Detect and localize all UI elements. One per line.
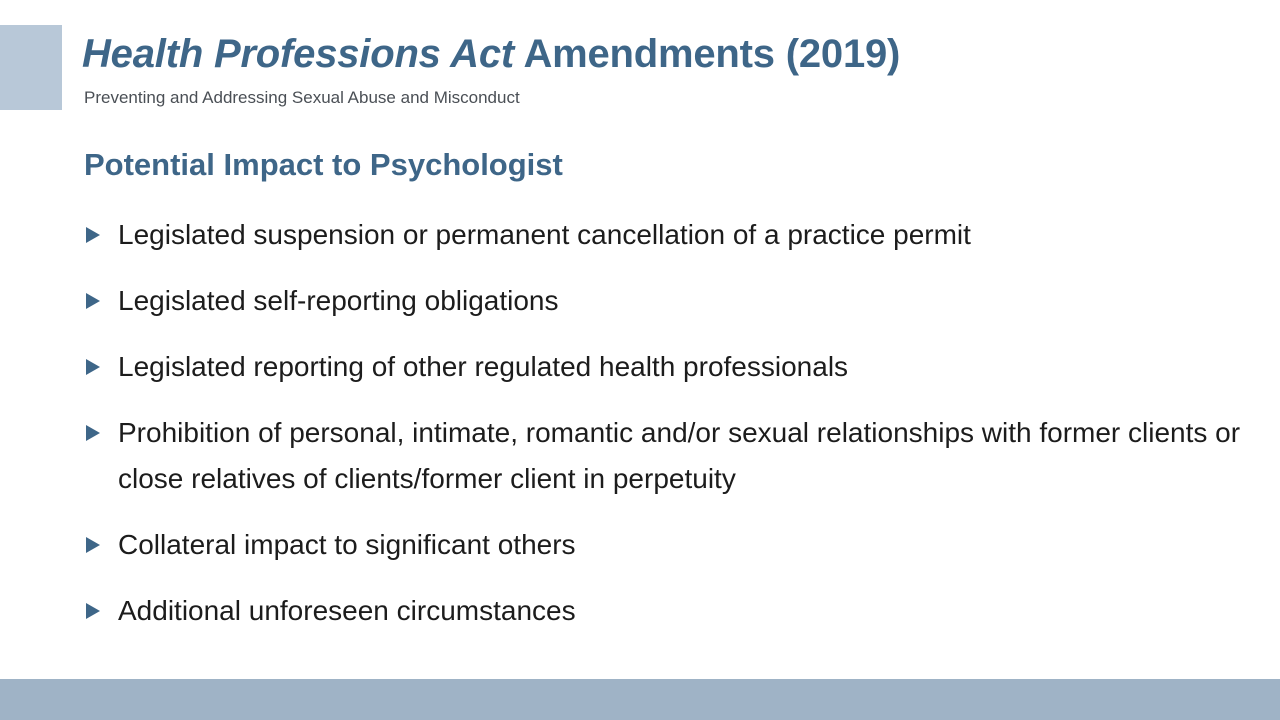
bullet-text: Additional unforeseen circumstances	[118, 595, 576, 626]
bullet-text: Legislated reporting of other regulated health professionals	[118, 351, 849, 382]
bullet-text: Prohibition of personal, intimate, romantic and/or sexual relationships with former clients or close relatives of clients/former client in perpetuity	[118, 417, 1241, 494]
bullet-item	[84, 344, 1254, 390]
title-accent-block	[0, 25, 62, 110]
triangle-right-icon	[86, 425, 100, 441]
slide-title-italic: Health Professions Act	[82, 32, 515, 76]
bullet-item	[84, 410, 1254, 502]
bullet-item	[84, 522, 1254, 568]
bullet-text: Collateral impact to significant others	[118, 529, 576, 560]
triangle-right-icon	[86, 537, 100, 553]
bullet-item	[84, 278, 1254, 324]
bullet-item	[84, 212, 1254, 258]
slide-subtitle: Preventing and Addressing Sexual Abuse and Misconduct	[84, 88, 520, 107]
bullet-list	[84, 212, 1254, 654]
slide-title	[82, 28, 900, 80]
slide-title-rest: Amendments (2019)	[514, 32, 901, 76]
bullet-item	[84, 588, 1254, 634]
triangle-right-icon	[86, 227, 100, 243]
triangle-right-icon	[86, 359, 100, 375]
triangle-right-icon	[86, 293, 100, 309]
bullet-text: Legislated self-reporting obligations	[118, 285, 559, 316]
footer-bar	[0, 679, 1280, 720]
triangle-right-icon	[86, 603, 100, 619]
bullet-text: Legislated suspension or permanent cancellation of a practice permit	[118, 219, 971, 250]
section-heading: Potential Impact to Psychologist	[84, 147, 563, 182]
